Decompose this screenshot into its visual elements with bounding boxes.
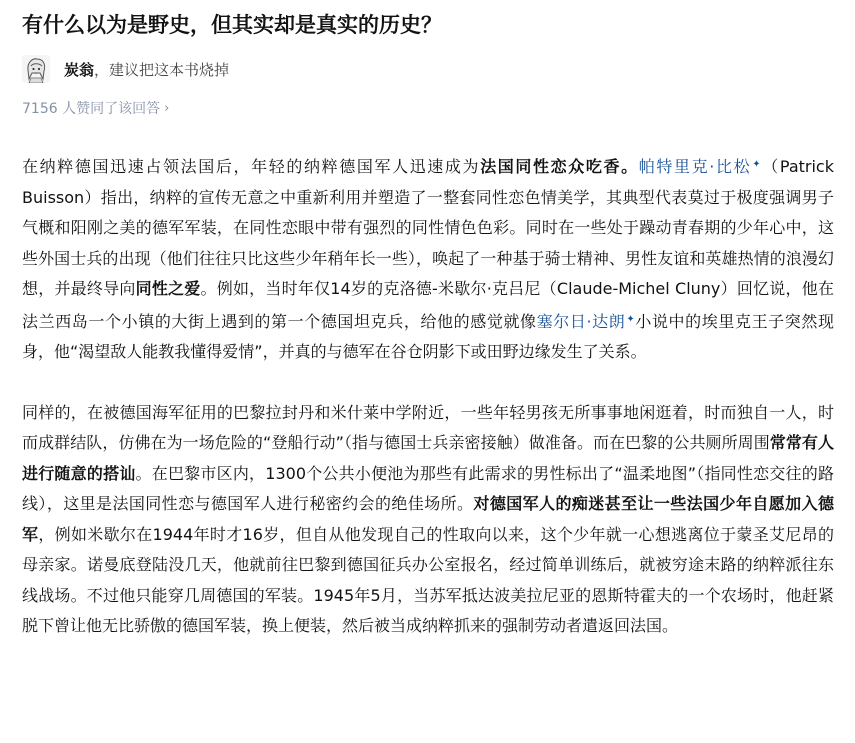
p1-text-1: 在纳粹德国迅速占领法国后，年轻的纳粹德国军人迅速成为: [22, 157, 481, 176]
answer-content: [22, 150, 834, 672]
author-separator: ，: [94, 60, 110, 79]
sparkle-link-icon: ✦: [626, 313, 635, 325]
p2-text-2: 。在巴黎市区内，1300个公共小便池为那些有此需求的男性标出了“温柔地图”（指同性恋交往的路线），这里是法国同性恋与德国军人进行秘密约会的绝佳场所。: [22, 463, 834, 513]
link-patrick-buisson-label: 帕特里克·比松: [638, 157, 752, 176]
p1-bold-2: 同性之爱: [135, 279, 201, 298]
paragraph-1: [22, 150, 834, 368]
p1-text-3: 。例如，当时年仅14岁的克洛德-米歇尔·克吕尼（Claude-Michel Cluny）回忆说，他在法兰西岛一个小镇的大街上遇到的第一个德国坦克兵，给他的感觉就像: [22, 279, 834, 331]
p1-text-2: （Patrick Buisson）指出，纳粹的宣传无意之中重新利用并塑造了一整套同性恋色情美学，其典型代表莫过于极度强调男子气概和阳刚之美的德军军装，在同性恋眼中带有强烈的同性情色色彩。同时在一些处于躁动青春期的少年心中，这些外国士兵的出现（他们往往只比这些少年稍年长一些），唤起了一种基于骑士精神、男性友谊和英雄热情的浪漫幻想，并最终导向: [22, 157, 834, 298]
avatar-illustration: [22, 55, 50, 83]
anime-girl-avatar-icon[interactable]: [22, 55, 50, 83]
chevron-right-icon: ›: [164, 100, 170, 116]
p2-bold-2: 对德国军人的痴迷甚至让一些法国少年自愿加入德军: [22, 494, 834, 544]
p2-text-3: ，例如米歇尔在1944年时才16岁，但自从他发现自己的性取向以来，这个少年就一心想逃离位于蒙圣艾尼昂的母亲家。诺曼底登陆没几天，他就前往巴黎到德国征兵办公室报名，经过简单训练后，就被穷途末路的纳粹派往东线战场。不过他只能穿几周德国的军装。1945年5月，当苏军抵达波美拉尼亚的恩斯特霍夫的一个农场时，他赶紧脱下曾让他无比骄傲的德国军装，换上便装，然后被当成纳粹抓来的强制劳动者遣返回法国。: [22, 524, 834, 635]
p1-bold-1: 法国同性恋众吃香。: [480, 157, 639, 176]
link-serge-darang[interactable]: [537, 312, 635, 331]
paragraph-2: [22, 398, 834, 642]
p1-text-4: 小说中的埃里克王子突然现身，他“渴望敌人能教我懂得爱情”，并真的与德军在谷仓阴影下或田野边缘发生了关系。: [22, 311, 834, 361]
question-title[interactable]: 有什么以为是野史，但其实却是真实的历史？: [22, 13, 442, 37]
p2-bold-1: 常常有人进行随意的搭讪: [22, 433, 834, 483]
p2-text-1: 同样的，在被德国海军征用的巴黎拉封丹和米什莱中学附近，一些年轻男孩无所事事地闲逛着，时而独自一人，时而成群结队，仿佛在为一场危险的“登船行动”（指与德国士兵亲密接触）做准备。而在巴黎的公共厕所周围: [22, 402, 834, 452]
author-bio: 建议把这本书烧掉: [109, 60, 230, 79]
sparkle-link-icon: ✦: [752, 159, 761, 170]
vote-count-link[interactable]: [22, 98, 169, 118]
author-name[interactable]: 炭翁: [64, 60, 95, 79]
link-serge-darang-label: 塞尔日·达朗: [536, 311, 626, 331]
vote-count-text: 7156 人赞同了该回答: [22, 101, 161, 117]
link-patrick-buisson[interactable]: [639, 157, 761, 176]
author-info: [22, 53, 229, 85]
